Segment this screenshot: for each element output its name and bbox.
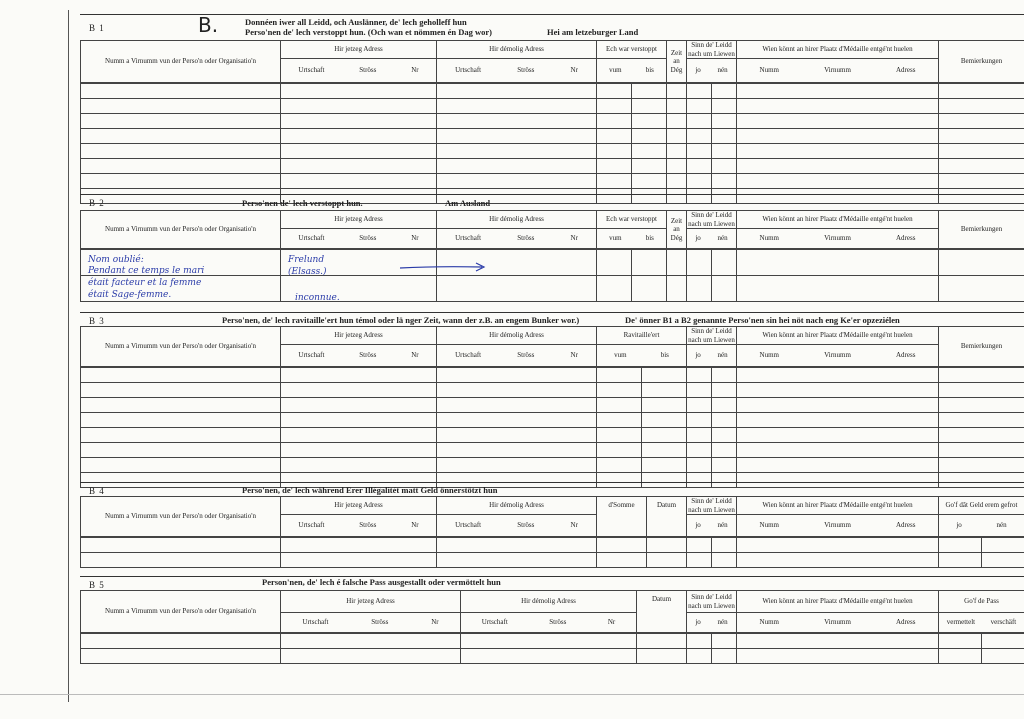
- col-header-remarks: Bemierkungen: [939, 327, 1024, 367]
- col-header-name: Numm a Virnumm vun der Perso'n oder Organisatio'n: [81, 41, 281, 83]
- section-b2: [80, 194, 1024, 302]
- sub-place: Urtschaft: [455, 66, 482, 75]
- col-header-date: Datum: [637, 591, 687, 633]
- sub-name: Numm: [759, 351, 779, 360]
- col-header-then: Hir démolig Adress: [437, 211, 597, 229]
- table-b2: [80, 210, 1024, 249]
- sub-name: Numm: [759, 66, 779, 75]
- col-header-sinn: Sinn de' Leidd nach um Liewen: [687, 591, 737, 613]
- sub-first: Virnumm: [824, 66, 851, 75]
- section-title-right: Am Ausland: [445, 198, 491, 208]
- sub-first: Virnumm: [824, 234, 851, 243]
- col-header-date: Datum: [647, 497, 687, 537]
- sub-header-current: [281, 229, 437, 249]
- table-row: [81, 276, 1024, 302]
- sub-place: Urtschaft: [298, 66, 325, 75]
- col-header-hidden: Ech war verstoppt: [597, 41, 667, 59]
- section-subtitle: Perso'nen de' lech verstoppt hun. (Och wan et nömmen én Dag wor): [245, 27, 492, 37]
- handwritten-address: (Elsass.): [288, 267, 327, 277]
- sub-header-then: [437, 59, 597, 83]
- col-header-current: Hir jetzeg Adress: [281, 497, 437, 515]
- col-header-medal: Wien könnt an hirer Plaatz d'Médaille entgé'nt huelen: [737, 327, 939, 345]
- table-b3: [80, 326, 1024, 367]
- col-header-medal: Wien könnt an hirer Plaatz d'Médaille entgé'nt huelen: [737, 591, 939, 613]
- sub-no: nén: [996, 521, 1007, 530]
- section-subtitle-right: Hei am letzeburger Land: [547, 27, 639, 37]
- sub-nr: Nr: [431, 618, 439, 627]
- table-b4-body: [80, 537, 1024, 568]
- section-title: Person'nen, de' lech é falsche Pass ausgestallt oder vermöttelt hun: [262, 577, 501, 587]
- col-header-days: Zeit an Dég: [667, 41, 687, 83]
- table-row: [81, 99, 1024, 114]
- sub-nr: Nr: [570, 66, 578, 75]
- section-code: B 2: [89, 198, 105, 208]
- sub-nr: Nr: [570, 521, 578, 530]
- table-b2-body: [80, 249, 1024, 302]
- col-header-remarks: Bemierkungen: [939, 211, 1024, 249]
- col-header-rav: Ravitaille'ert: [597, 327, 687, 345]
- section-b3: [80, 312, 1024, 488]
- section-title: Perso'nen, de' lech ravitaille'ert hun témol oder lä nger Zeit, wann der z.B. an engem Bunker wor.): [222, 315, 580, 325]
- table-row: [81, 649, 1024, 664]
- col-header-current: Hir jetzeg Adress: [281, 591, 461, 613]
- sub-place: Urtschaft: [455, 234, 482, 243]
- col-header-medal: Wien könnt an hirer Plaatz d'Médaille entgé'nt huelen: [737, 41, 939, 59]
- sub-street: Ströss: [517, 521, 535, 530]
- sub-yes: jo: [956, 521, 962, 530]
- sub-header-medal: [737, 613, 939, 633]
- sub-name: Numm: [759, 521, 779, 530]
- sub-from: vum: [609, 234, 622, 243]
- col-header-name: Numm a Virnumm vun der Perso'n oder Organisatio'n: [81, 497, 281, 537]
- section-code: B 3: [89, 316, 105, 326]
- table-row: [81, 538, 1024, 553]
- sub-header-sinn: [687, 59, 737, 83]
- sub-header-sinn: [687, 515, 737, 537]
- col-header-hidden: Ech war verstoppt: [597, 211, 667, 229]
- sub-address: Adress: [896, 66, 916, 75]
- table-b4: [80, 496, 1024, 537]
- sub-header-medal: [737, 229, 939, 249]
- col-header-days: Zeit an Dég: [667, 211, 687, 249]
- table-row: [81, 634, 1024, 649]
- sub-header-current: [281, 345, 437, 367]
- sub-no: nén: [717, 618, 728, 627]
- col-header-sinn: Sinn de' Leidd nach um Liewen: [688, 497, 735, 514]
- section-title: Perso'nen de' lech verstoppt hun.: [242, 198, 363, 208]
- col-header-sum: d'Somme: [597, 497, 647, 537]
- table-row: [81, 443, 1024, 458]
- table-row: [81, 383, 1024, 398]
- big-letter: B.: [198, 13, 219, 37]
- sub-header-current: [281, 613, 461, 633]
- sub-to: bis: [660, 351, 669, 360]
- sub-header-money: [939, 515, 1024, 537]
- sub-place: Urtschaft: [302, 618, 329, 627]
- handwritten-address: inconnue.: [295, 293, 340, 303]
- table-b3-body: [80, 367, 1024, 488]
- fold-line: [0, 694, 1024, 695]
- table-b5: [80, 590, 1024, 633]
- col-header-name: Numm a Virnumm vun der Perso'n oder Organisatio'n: [81, 591, 281, 633]
- col-header-then: Hir démolig Adress: [461, 591, 637, 613]
- table-row: [81, 174, 1024, 189]
- section-b1: [80, 14, 1024, 204]
- sub-from: vum: [609, 66, 622, 75]
- section-code: B 1: [89, 23, 105, 33]
- sub-header-sinn: [687, 229, 737, 249]
- sub-header-sinn: [687, 613, 737, 633]
- sub-header-pass: [939, 613, 1024, 633]
- table-b1: [80, 40, 1024, 83]
- sub-from: vum: [614, 351, 627, 360]
- section-title-right: De' önner B1 a B2 genannte Perso'nen sin hei nöt nach eng Ke'er opzeziélen: [625, 315, 900, 325]
- col-header-current: Hir jetzeg Adress: [281, 327, 437, 345]
- sub-yes: jo: [695, 66, 701, 75]
- col-header-remarks: Bemierkungen: [939, 41, 1024, 83]
- sub-no: nén: [717, 234, 728, 243]
- handwritten-address: Frelund: [288, 255, 325, 265]
- sub-street: Ströss: [549, 618, 567, 627]
- section-code: B 5: [89, 580, 105, 590]
- sub-street: Ströss: [371, 618, 389, 627]
- col-header-sinn: Sinn de' Leidd nach um Liewen: [688, 211, 735, 228]
- table-row: [81, 458, 1024, 473]
- sub-street: Ströss: [359, 234, 377, 243]
- sub-place: Urtschaft: [481, 618, 508, 627]
- col-header-then: Hir démolig Adress: [437, 327, 597, 345]
- sub-made: verschäft: [990, 618, 1017, 627]
- sub-header-current: [281, 515, 437, 537]
- sub-nr: Nr: [411, 521, 419, 530]
- sub-nr: Nr: [411, 234, 419, 243]
- sub-no: nén: [717, 66, 728, 75]
- col-header-current: Hir jetzeg Adress: [281, 211, 437, 229]
- sub-header-medal: [737, 59, 939, 83]
- sub-no: nén: [717, 521, 728, 530]
- table-b1-body: [80, 83, 1024, 204]
- sub-place: Urtschaft: [455, 351, 482, 360]
- table-row: [81, 144, 1024, 159]
- table-row: [81, 398, 1024, 413]
- col-header-money: Go'f dât Geld erem gefrot: [939, 497, 1024, 515]
- section-title: Perso'nen, de' lech während Erer Illégalitét matt Geld önnerstötzt hun: [242, 485, 498, 495]
- sub-first: Virnumm: [824, 351, 851, 360]
- handwritten-note: était Sage-femme.: [88, 290, 172, 300]
- sub-name: Numm: [759, 618, 779, 627]
- handwritten-arrow-icon: [398, 261, 488, 273]
- sub-nr: Nr: [570, 351, 578, 360]
- sub-first: Virnumm: [824, 521, 851, 530]
- col-header-medal: Wien könnt an hirer Plaatz d'Médaille entgé'nt huelen: [737, 211, 939, 229]
- sub-nr: Nr: [570, 234, 578, 243]
- sub-address: Adress: [896, 618, 916, 627]
- sub-street: Ströss: [359, 351, 377, 360]
- sub-yes: jo: [695, 521, 701, 530]
- sub-to: bis: [645, 234, 654, 243]
- sub-header-then: [437, 345, 597, 367]
- sub-yes: jo: [695, 618, 701, 627]
- sub-header-then: [437, 229, 597, 249]
- handwritten-note: Nom oublié:: [88, 255, 144, 265]
- handwritten-note: était facteur et la femme: [88, 278, 202, 288]
- sub-name: Numm: [759, 234, 779, 243]
- col-header-then: Hir démolig Adress: [437, 497, 597, 515]
- col-header-name: Numm a Virnumm vun der Perso'n oder Organisatio'n: [81, 211, 281, 249]
- section-b4: [80, 482, 1024, 568]
- sub-header-current: [281, 59, 437, 83]
- sub-yes: jo: [695, 234, 701, 243]
- sub-street: Ströss: [359, 521, 377, 530]
- sub-header-hidden: [597, 229, 667, 249]
- col-header-sinn: Sinn de' Leidd nach um Liewen: [688, 327, 735, 344]
- sub-place: Urtschaft: [298, 234, 325, 243]
- col-header-current: Hir jetzeg Adress: [281, 41, 437, 59]
- table-row: [81, 129, 1024, 144]
- sub-place: Urtschaft: [298, 521, 325, 530]
- sub-first: Virnumm: [824, 618, 851, 627]
- sub-nr: Nr: [411, 351, 419, 360]
- col-header-name: Numm a Virnumm vun der Perso'n oder Organisatio'n: [81, 327, 281, 367]
- sub-street: Ströss: [517, 351, 535, 360]
- sub-no: nén: [717, 351, 728, 360]
- sub-street: Ströss: [359, 66, 377, 75]
- sub-to: bis: [645, 66, 654, 75]
- sub-place: Urtschaft: [298, 351, 325, 360]
- table-row: [81, 368, 1024, 383]
- sub-header-medal: [737, 345, 939, 367]
- table-row: [81, 159, 1024, 174]
- sub-address: Adress: [896, 351, 916, 360]
- sub-header-rav: [597, 345, 687, 367]
- table-row: [81, 250, 1024, 276]
- sub-header-then: [461, 613, 637, 633]
- sub-header-then: [437, 515, 597, 537]
- sub-nr: Nr: [411, 66, 419, 75]
- sub-address: Adress: [896, 234, 916, 243]
- table-b5-body: [80, 633, 1024, 664]
- col-header-then: Hir démolig Adress: [437, 41, 597, 59]
- section-code: B 4: [89, 486, 105, 496]
- sub-header-sinn: [687, 345, 737, 367]
- table-row: [81, 428, 1024, 443]
- sub-issued: vermettelt: [946, 618, 976, 627]
- sub-nr: Nr: [607, 618, 616, 627]
- section-b5: [80, 576, 1024, 664]
- sub-address: Adress: [896, 521, 916, 530]
- table-row: [81, 413, 1024, 428]
- sub-yes: jo: [695, 351, 701, 360]
- sub-place: Urtschaft: [455, 521, 482, 530]
- sub-street: Ströss: [517, 66, 535, 75]
- table-row: [81, 114, 1024, 129]
- col-header-sinn: Sinn de' Leidd nach um Liewen: [688, 41, 735, 58]
- sub-street: Ströss: [517, 234, 535, 243]
- col-header-medal: Wien könnt an hirer Plaatz d'Médaille entgé'nt huelen: [737, 497, 939, 515]
- table-row: [81, 553, 1024, 568]
- sub-header-medal: [737, 515, 939, 537]
- section-title: Donnéen iwer all Leidd, och Auslänner, de' lech geholleff hun: [245, 17, 467, 27]
- col-header-pass: Go'f de Pass: [939, 591, 1024, 613]
- sub-header-hidden: [597, 59, 667, 83]
- handwritten-note: Pendant ce temps le mari: [88, 266, 205, 276]
- table-row: [81, 84, 1024, 99]
